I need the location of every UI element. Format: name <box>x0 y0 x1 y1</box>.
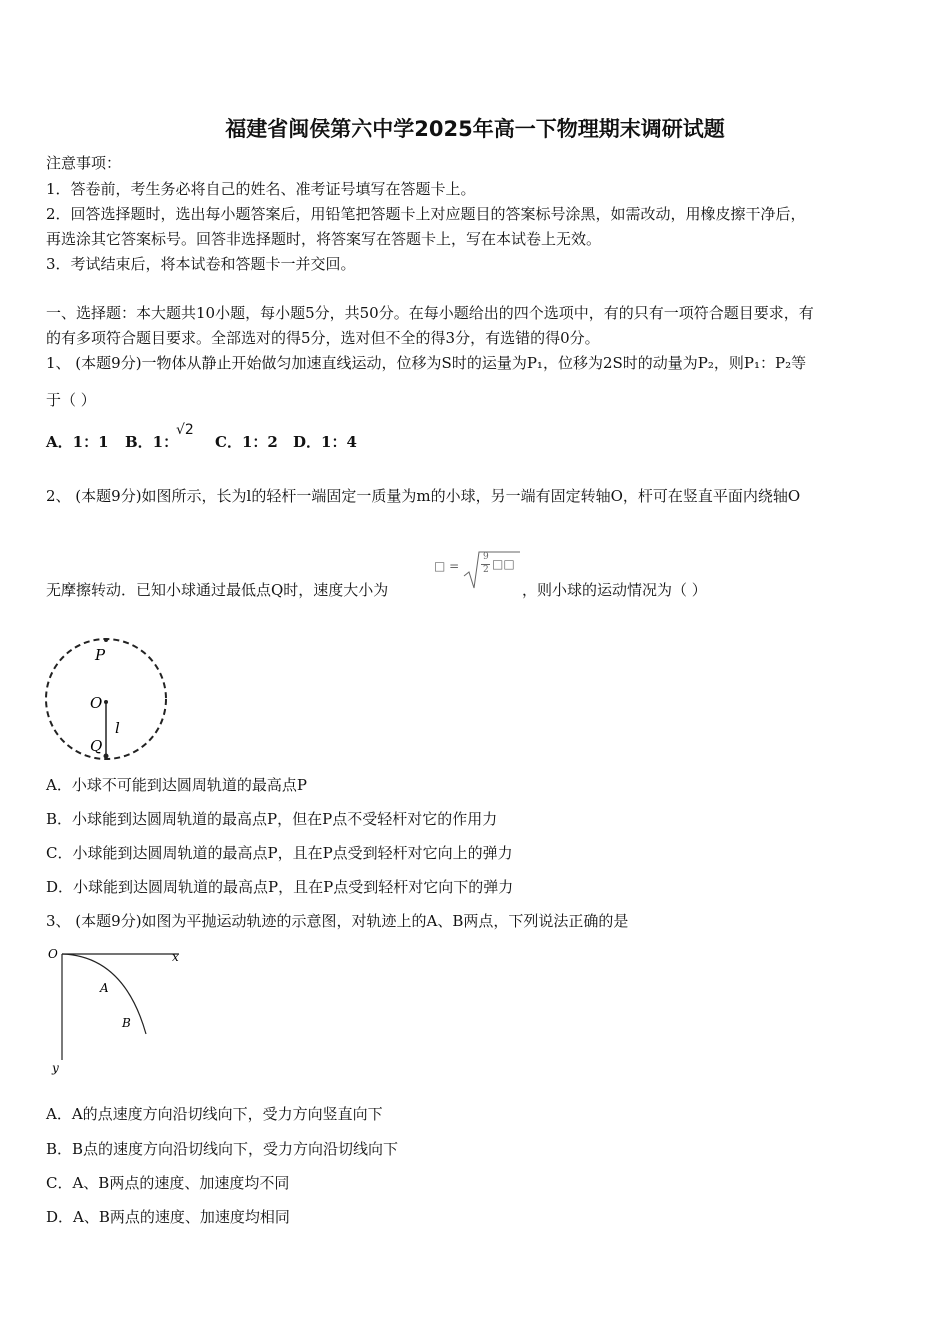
notice-heading: 注意事项： <box>46 154 122 172</box>
point-p-dot <box>104 638 108 642</box>
ball-q-dot <box>104 754 109 759</box>
label-l: l <box>115 719 120 737</box>
q3-projectile-figure <box>44 942 194 1078</box>
label-a: A <box>100 981 109 995</box>
notice-item-3: 3．考试结束后，将本试卷和答题卡一并交回。 <box>46 255 356 273</box>
formula-lhs: □ = <box>434 559 460 573</box>
formula-frac-den: 2 <box>483 565 489 575</box>
label-b: B <box>122 1016 131 1030</box>
q1-stem-cont: 于（ ） <box>46 391 96 409</box>
q2-circle-figure <box>40 636 176 764</box>
label-q: Q <box>90 737 103 755</box>
formula-frac-num: 9 <box>483 552 489 562</box>
q2-stem: 2、 (本题9分)如图所示，长为l的轻杆一端固定一质量为m的小球，另一端有固定转轴O，杆可在竖直平面内绕轴O <box>46 487 801 505</box>
label-origin: O <box>48 947 58 961</box>
q1-option-a: A．1：1 <box>46 433 109 451</box>
q1-option-c: C．1：2 <box>215 433 278 451</box>
q2-stem-cont: 无摩擦转动．已知小球通过最低点Q时，速度大小为 <box>46 581 389 599</box>
q3-option-a: A．A的点速度方向沿切线向下，受力方向竖直向下 <box>46 1105 383 1123</box>
q2-velocity-formula <box>432 548 522 596</box>
q1-option-b-sqrt: √2 <box>176 422 194 438</box>
section-intro-1: 一、选择题：本大题共10小题，每小题5分，共50分。在每小题给出的四个选项中，有的只有一项符合题目要求，有 <box>46 304 814 322</box>
notice-item-1: 1．答卷前，考生务必将自己的姓名、准考证号填写在答题卡上。 <box>46 180 476 198</box>
label-o: O <box>90 694 103 712</box>
q1-option-b: B．1： <box>125 433 179 451</box>
formula-tail: □□ <box>492 557 515 571</box>
q1-stem: 1、 (本题9分)一物体从静止开始做匀加速直线运动，位移为S时的运量为P₁，位移为2S时的动量为P₂，则P₁：P₂等 <box>46 354 807 372</box>
section-intro-2: 的有多项符合题目要求。全部选对的得5分，选对但不全的得3分，有选错的得0分。 <box>46 329 600 347</box>
pivot-o-dot <box>104 700 108 704</box>
q1-option-d: D．1：4 <box>293 433 357 451</box>
q3-stem: 3、 (本题9分)如图为平抛运动轨迹的示意图，对轨迹上的A、B两点，下列说法正确的是 <box>46 912 629 930</box>
label-y: y <box>52 1061 59 1075</box>
q3-option-d: D．A、B两点的速度、加速度均相同 <box>46 1208 290 1226</box>
label-p: P <box>95 646 106 664</box>
q2-option-c: C．小球能到达圆周轨道的最高点P，且在P点受到轻杆对它向上的弹力 <box>46 844 513 862</box>
q2-option-b: B．小球能到达圆周轨道的最高点P，但在P点不受轻杆对它的作用力 <box>46 810 498 828</box>
q2-option-d: D．小球能到达圆周轨道的最高点P，且在P点受到轻杆对它向下的弹力 <box>46 878 514 896</box>
notice-item-2-cont: 再选涂其它答案标号。回答非选择题时，将答案写在答题卡上，写在本试卷上无效。 <box>46 230 602 248</box>
q3-option-c: C．A、B两点的速度、加速度均不同 <box>46 1174 290 1192</box>
label-x: x <box>172 950 179 964</box>
q2-option-a: A．小球不可能到达圆周轨道的最高点P <box>46 776 307 794</box>
page-title: 福建省闽侯第六中学2025年高一下物理期末调研试题 <box>225 117 725 141</box>
q2-stem-end: ，则小球的运动情况为（ ） <box>522 581 707 599</box>
q3-option-b: B．B点的速度方向沿切线向下，受力方向沿切线向下 <box>46 1140 399 1158</box>
notice-item-2: 2．回答选择题时，选出每小题答案后，用铅笔把答题卡上对应题目的答案标号涂黑，如需改动，用橡皮擦干净后， <box>46 205 806 223</box>
